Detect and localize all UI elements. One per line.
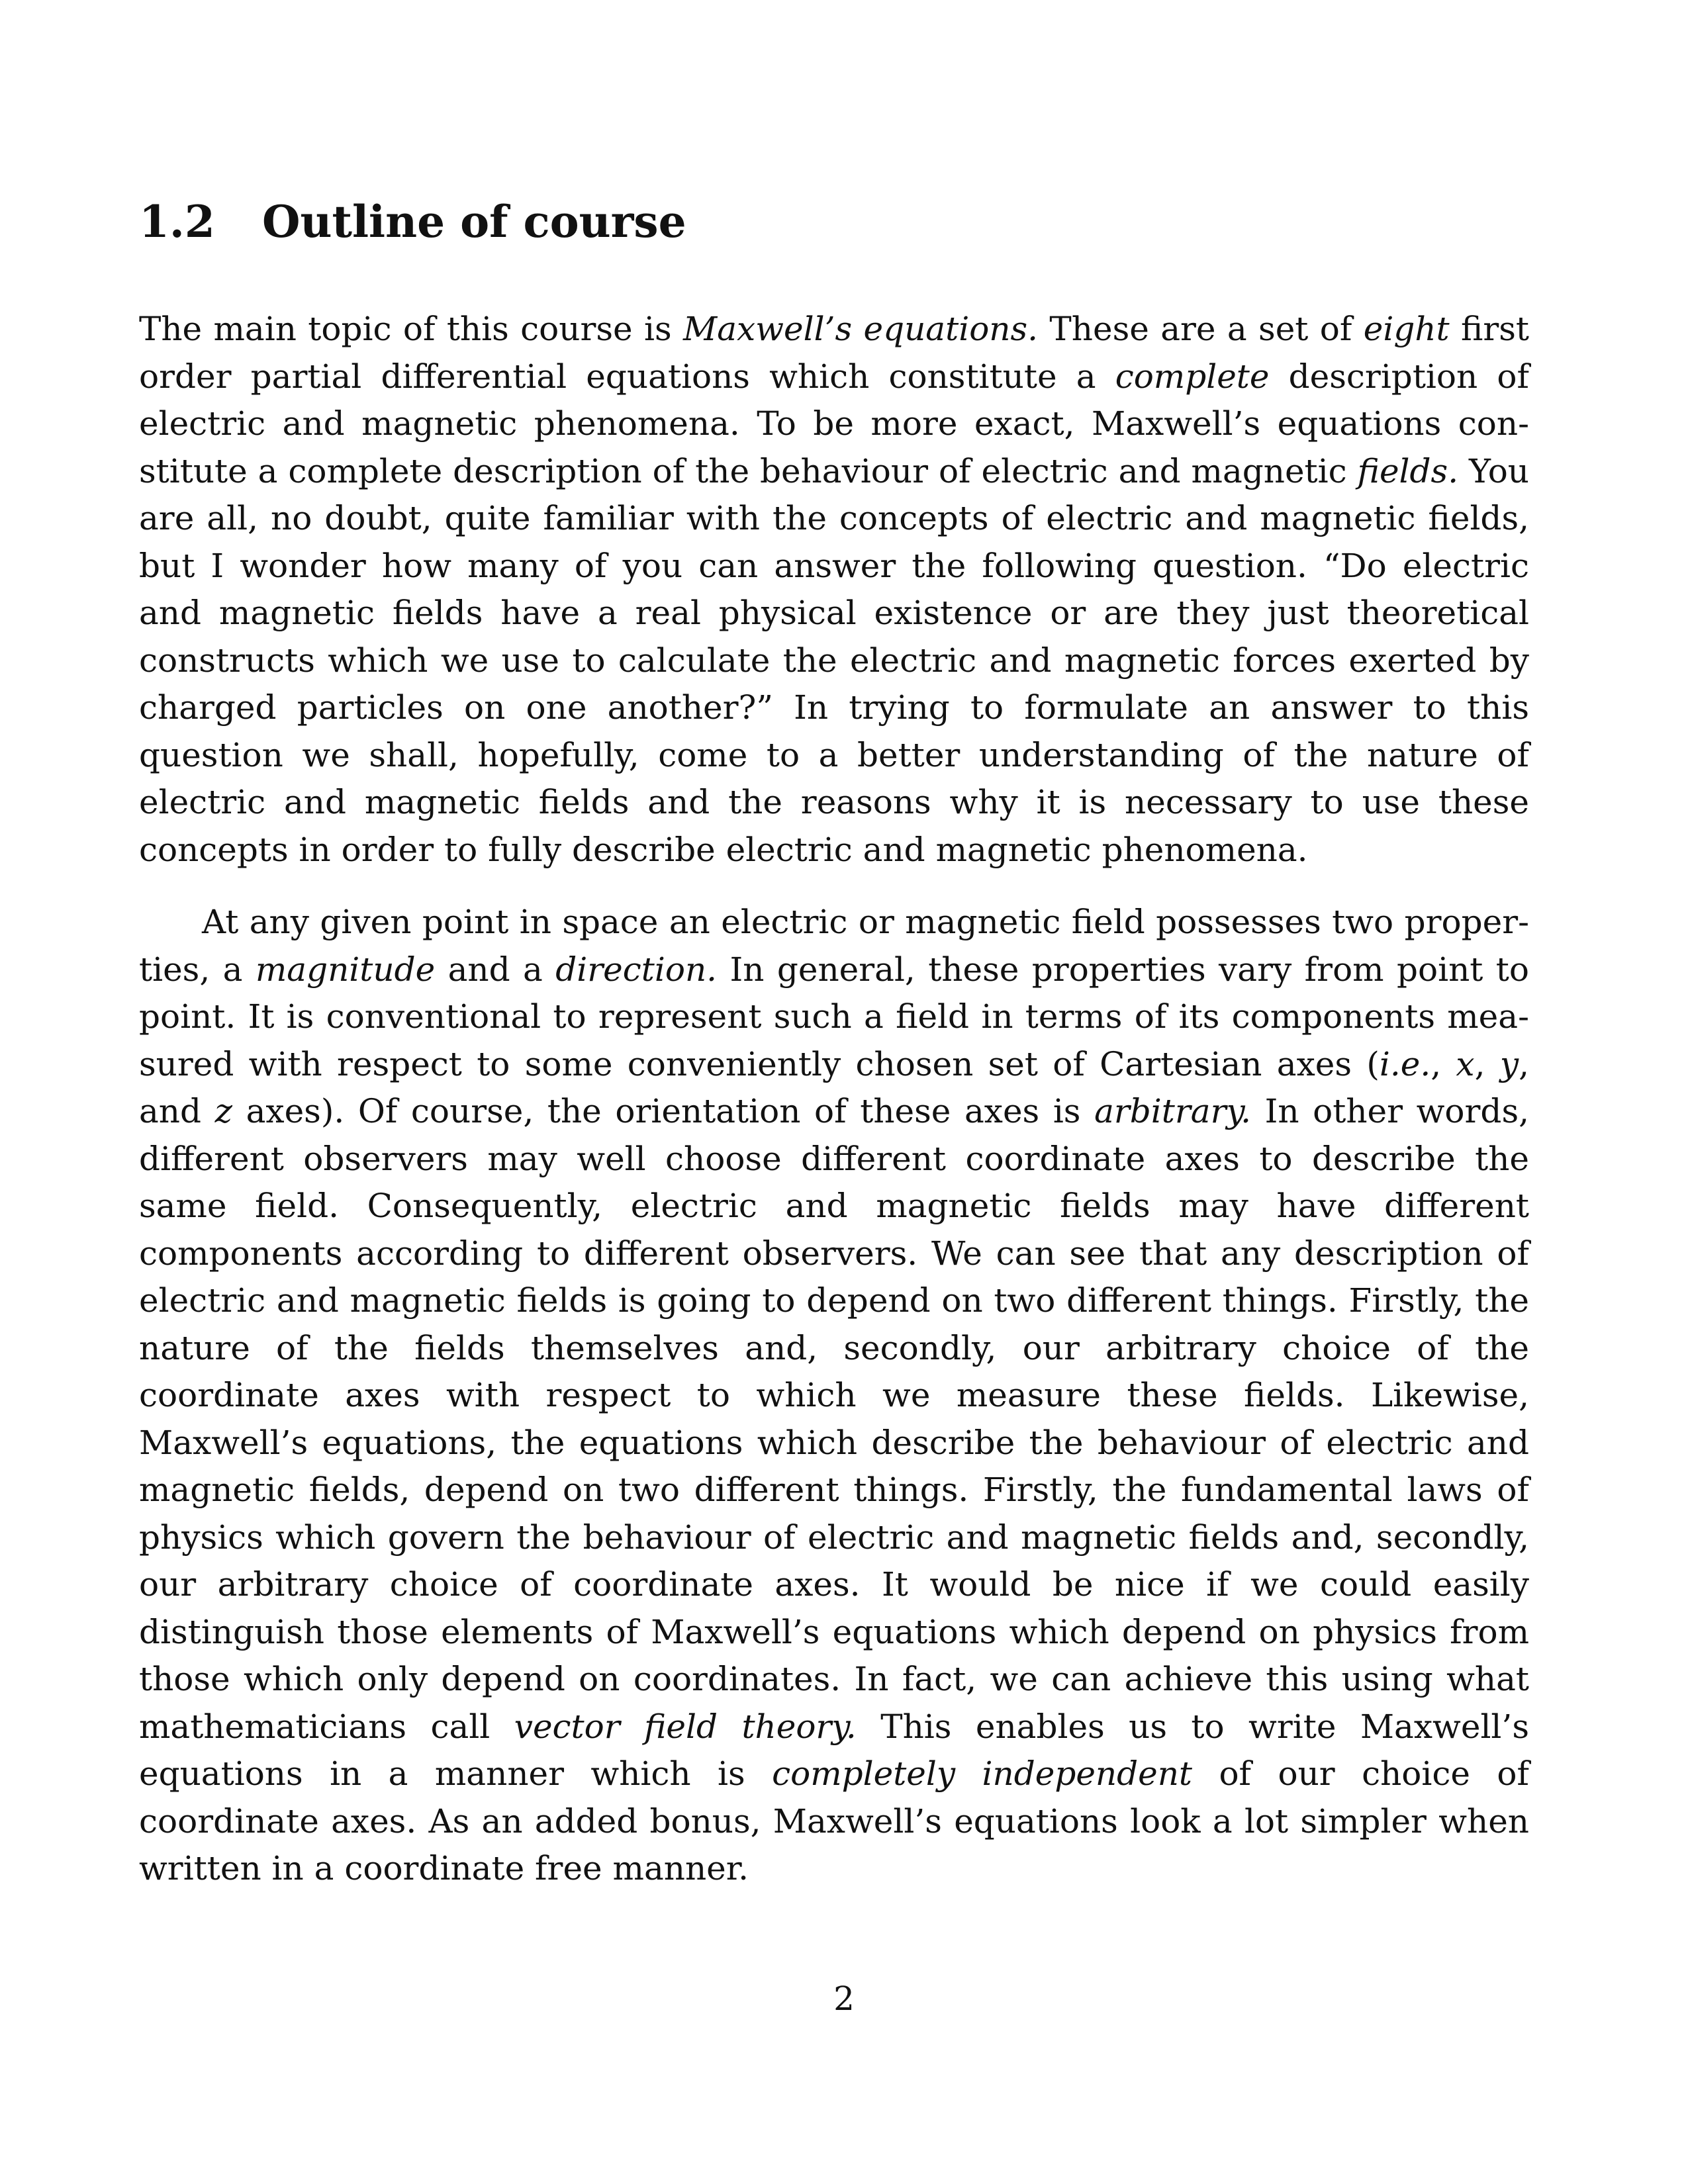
paragraph-intro: [139, 306, 1529, 874]
body-text: , and: [139, 1044, 1529, 1130]
emphasized-text: eight: [1363, 310, 1450, 348]
section-number: 1.2: [139, 196, 215, 248]
emphasized-text: magnitude: [255, 950, 436, 989]
emphasized-text: x: [1456, 1044, 1475, 1083]
body-text: The main topic of this course is: [139, 310, 684, 348]
emphasized-text: vector field theory.: [514, 1707, 857, 1746]
emphasized-text: arbitrary.: [1094, 1092, 1251, 1130]
body-text: description of electric and magnetic phenomena. To be more exact, Maxwell’s equations constitute a complete description of the behaviour of electric and magnetic: [139, 357, 1529, 490]
body-text: These are a set of: [1038, 310, 1364, 348]
emphasized-text: direction.: [555, 950, 718, 989]
section-heading: [139, 192, 1549, 251]
emphasized-text: Maxwell’s equations.: [683, 310, 1039, 348]
body-text: of our choice of coordinate axes. As an added bonus, Maxwell’s equations look a lot simpler when written in a coordinate free manner.: [139, 1754, 1529, 1888]
page-number: 2: [833, 1979, 855, 2018]
body-text: and a: [435, 950, 556, 989]
body-text: ,: [1430, 1044, 1456, 1083]
emphasized-text: fields.: [1357, 451, 1459, 490]
body-text: axes). Of course, the orientation of these axes is: [232, 1092, 1095, 1130]
body-text: You are all, no doubt, quite familiar with the concepts of electric and magnetic fields, but I wonder how many of you can answer the following question. “Do electric and magnetic fields have a real physical existence or are they just theoretical constructs which we use to calculate the electric and magnetic forces exerted by charged particles on one another?” In trying to formulate an answer to this question we shall, hopefully, come to a better understanding of the nature of electric and magnetic fields and the reasons why it is necessary to use these concepts in order to fully describe electric and magnetic phenomena.: [139, 451, 1529, 869]
body-text: This enables us to write Maxwell’s equations in a manner which is: [139, 1707, 1529, 1793]
body-text: ,: [1474, 1044, 1500, 1083]
body-text: In general, these properties vary from point to point. It is conventional to represent such a field in terms of its components measured with respect to some conveniently chosen set of Cartesian axes (: [139, 950, 1530, 1083]
emphasized-text: completely independent: [772, 1754, 1193, 1793]
body-text: first order partial differential equations which constitute a: [139, 310, 1529, 396]
section-title: Outline of course: [262, 196, 686, 248]
emphasized-text: i.e.: [1379, 1044, 1431, 1083]
emphasized-text: y: [1499, 1044, 1519, 1083]
body-text: At any given point in space an electric or magnetic field possesses two properties, a: [139, 903, 1529, 989]
emphasized-text: complete: [1115, 357, 1270, 396]
emphasized-text: z: [214, 1092, 232, 1130]
body-text: In other words, different observers may well choose different coordinate axes to describe the same field. Consequently, electric and magnetic fields may have different components according to different observers. We can see that any description of electric and magnetic fields is going to depend on two different things. Firstly, the nature of the fields themselves and, secondly, our arbitrary choice of the coordinate axes with respect to which we measure these fields. Likewise, Maxwell’s equations, the equations which describe the behaviour of electric and magnetic fields, depend on two different things. Firstly, the fundamental laws of physics which govern the behaviour of electric and magnetic fields and, secondly, our arbitrary choice of coordinate axes. It would be nice if we could easily distinguish those elements of Maxwell’s equations which depend on physics from those which only depend on coordinates. In fact, we can achieve this using what mathematicians call: [139, 1092, 1529, 1746]
paragraph-field-components: [139, 899, 1529, 1893]
